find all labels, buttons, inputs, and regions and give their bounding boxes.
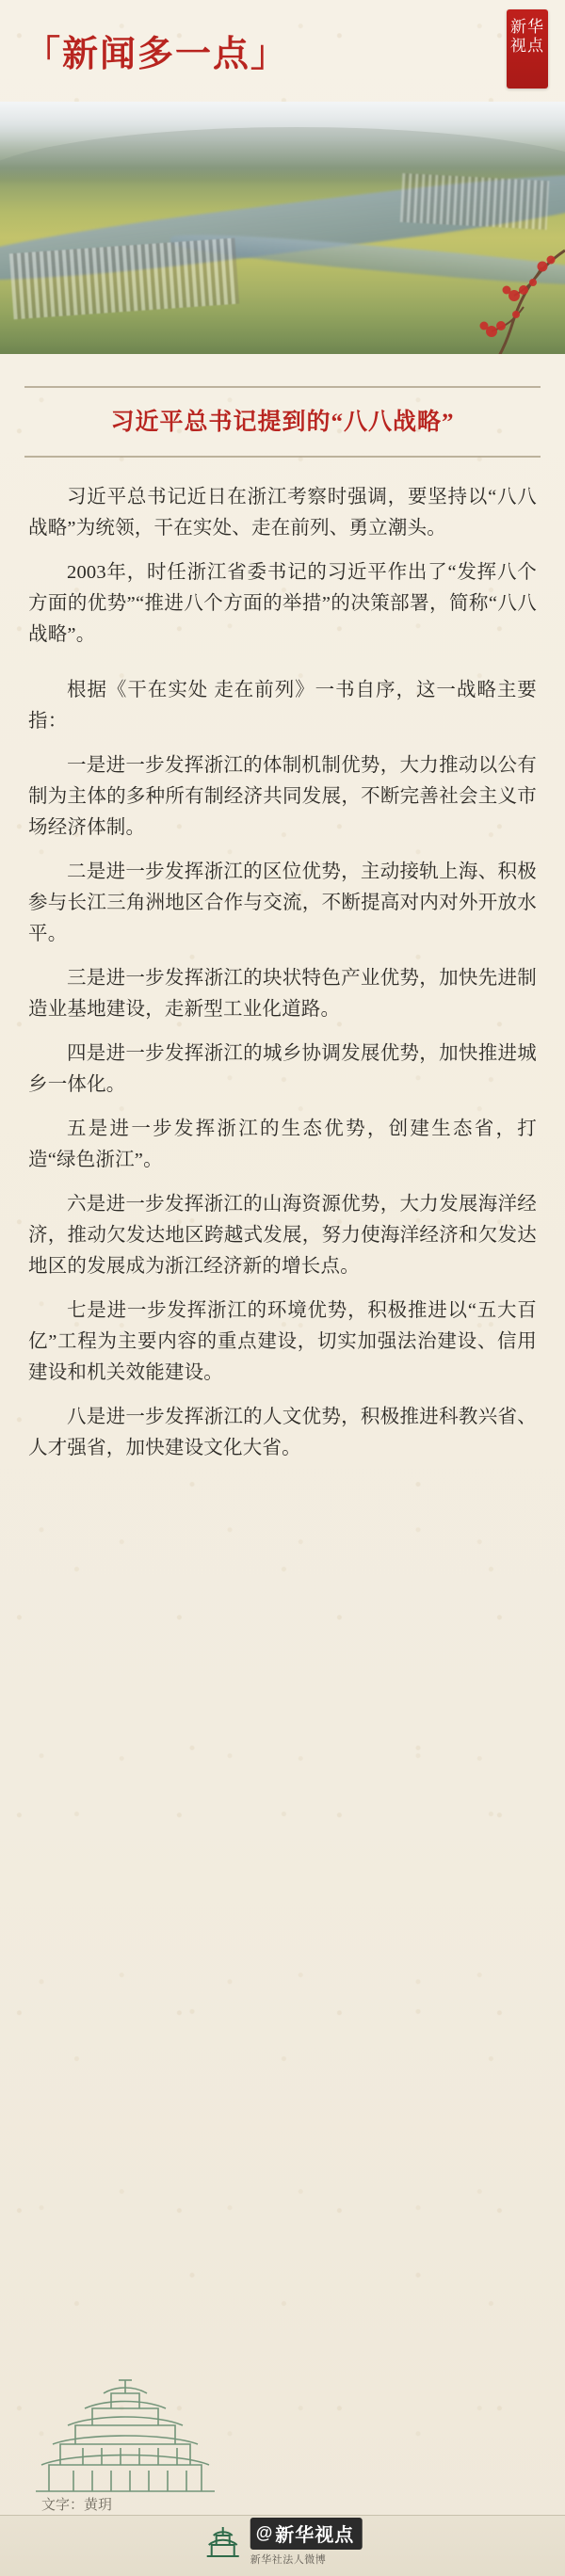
paragraph: 六是进一步发挥浙江的山海资源优势，大力发展海洋经济，推动欠发达地区跨越式发展，努力使海洋经济和欠发达地区的发展成为浙江经济新的增长点。 bbox=[28, 1194, 537, 1277]
headline-block bbox=[0, 354, 565, 461]
xinhua-viewpoint-seal bbox=[507, 9, 548, 89]
poster-header bbox=[0, 0, 565, 102]
xinhua-logo-main-text: 新华视点 bbox=[275, 2525, 355, 2546]
seal-line-1: 新华 bbox=[510, 18, 544, 36]
paragraph: 习近平总书记近日在浙江考察时强调，要坚持以“八八战略”为统领，干在实处、走在前列、勇立潮头。 bbox=[28, 487, 537, 539]
page-title: 习近平总书记提到的“八八战略” bbox=[110, 410, 455, 435]
xinhua-weibo-badge bbox=[250, 2518, 363, 2550]
hero-photo bbox=[0, 102, 565, 354]
article-body bbox=[0, 461, 565, 1464]
paragraph: 根据《干在实处 走在前列》一书自序，这一战略主要指： bbox=[28, 680, 537, 732]
paragraph: 二是进一步发挥浙江的区位优势，主动接轨上海、积极参与长江三角洲地区合作与交流，不断提高对内对外开放水平。 bbox=[28, 861, 537, 944]
at-icon: @ bbox=[255, 2523, 274, 2542]
xinhua-logo-row[interactable] bbox=[203, 2518, 363, 2567]
seal-line-2: 视点 bbox=[510, 37, 544, 55]
xinhua-emblem-icon bbox=[203, 2522, 243, 2562]
paragraph: 七是进一步发挥浙江的环境优势，积极推进以“五大百亿”工程为主要内容的重点建设，切实加强法治建设、信用建设和机关效能建设。 bbox=[28, 1300, 537, 1383]
paragraph: 八是进一步发挥浙江的人文优势，积极推进科教兴省、人才强省，加快建设文化大省。 bbox=[28, 1407, 537, 1458]
poster-footer bbox=[0, 2294, 565, 2576]
footer-bar bbox=[0, 2515, 565, 2576]
paragraph: 2003年，时任浙江省委书记的习近平作出了“发挥八个方面的优势”“推进八个方面的举措”的决策部署，简称“八八战略”。 bbox=[28, 562, 537, 645]
pagoda-illustration bbox=[17, 2354, 234, 2495]
headline-rule-bottom bbox=[24, 456, 541, 458]
photo-mist bbox=[0, 102, 565, 181]
paragraph: 一是进一步发挥浙江的体制机制优势，大力推动以公有制为主体的多种所有制经济共同发展，不断完善社会主义市场经济体制。 bbox=[28, 755, 537, 838]
xinhua-logo-text bbox=[250, 2518, 363, 2567]
paragraph: 五是进一步发挥浙江的生态优势，创建生态省，打造“绿色浙江”。 bbox=[28, 1119, 537, 1170]
credit-writer: 文字：黄玥 bbox=[41, 2498, 113, 2513]
hero-photo-image bbox=[0, 102, 565, 354]
photo-village-right bbox=[400, 173, 550, 230]
brand-title: 「新闻多一点」 bbox=[24, 35, 289, 74]
xinhua-logo-subtitle: 新华社法人微博 bbox=[250, 2554, 327, 2566]
headline-rule-top bbox=[24, 386, 541, 388]
paragraph: 三是进一步发挥浙江的块状特色产业优势，加快先进制造业基地建设，走新型工业化道路。 bbox=[28, 968, 537, 1020]
paragraph: 四是进一步发挥浙江的城乡协调发展优势，加快推进城乡一体化。 bbox=[28, 1043, 537, 1095]
